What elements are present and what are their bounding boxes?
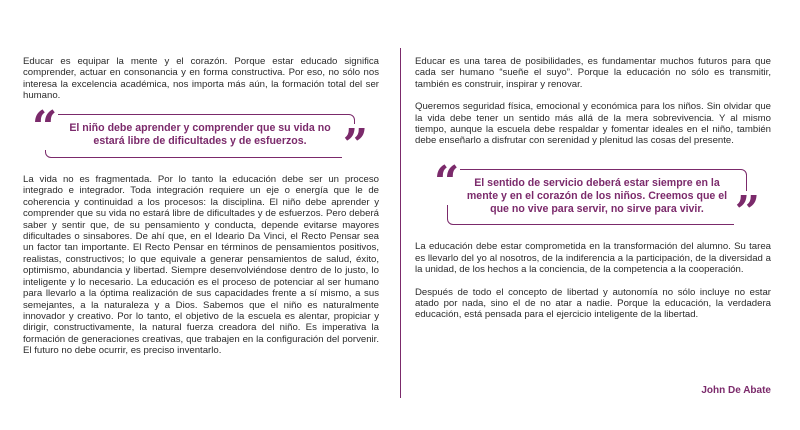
close-quote-icon: ”	[734, 186, 760, 238]
left-quote-text: El niño debe aprender y comprender que su vida no estará libre de dificultades y de esfuerzos.	[69, 121, 331, 147]
column-divider	[400, 48, 401, 398]
open-quote-icon: “	[32, 101, 58, 153]
left-column	[23, 56, 379, 357]
right-quote-text: El sentido de servicio deberá estar siempre en la mente y en el corazón de los niños. Creemos que el que no vive para servir, no sirve para vivir.	[466, 176, 728, 216]
right-paragraph-2: Queremos seguridad física, emocional y económica para los niños. Sin olvidar que la vida debe tener un sentido más allá de la mera sobrevivencia. Y al mismo tiempo, aunque la escuela debe respaldar y fomentar ideales en el niño, también debe enseñarlo a disfrutar con serenidad y plenitud las cosas del presente.	[415, 101, 771, 147]
left-paragraph-2: La vida no es fragmentada. Por lo tanto la educación debe ser un proceso integrado e integrador. Toda integración requiere un eje o energía que le de coherencia y continuidad a los procesos: la disciplina. El niño debe aprender y comprender que su vida no estará libre de dificultades y de esfuerzos. Pero deberá saber y sentir que, de su pensamiento y conducta, depende evitarse mayores dificultades o sinsabores. De ahí que, en el Ideario Da Vinci, el Recto Pensar sea un factor tan importante. El Recto Pensar en términos de pensamientos positivos, realistas, constructivos; lo que equivale a generar pensamientos de salud, éxito, optimismo, abundancia y libertad. Siempre desenvolviéndose dentro de lo justo, lo inteligente y lo necesario. La educación es el proceso de potenciar al ser humano para llevarlo a la óptima realización de sus capacidades frente a sí mismo, a sus semejantes, a la naturaleza y a Dios. Sabemos que el niño es naturalmente innovador y creativo. Por lo tanto, el objetivo de la escuela es alentar, propiciar y dirigir, constructivamente, la natural fuerza creadora del niño. Es imperativa la formación de generaciones creativas, que trabajen en la configuración del porvenir. El futuro no debe ocurrir, es preciso inventarlo.	[23, 174, 379, 357]
right-quote-box	[447, 169, 747, 226]
right-paragraph-1: Educar es una tarea de posibilidades, es fundamentar muchos futuros para que cada ser humano “sueñe el suyo”. Porque la educación no sólo es transmitir, también es construir, inspirar y renovar.	[415, 56, 771, 90]
right-paragraph-4: Después de todo el concepto de libertad y autonomía no sólo incluye no estar atado por nada, sino el de no atar a nadie. Porque la educación, la verdadera educación, está pensada para el ejercicio inteligente de la libertad.	[415, 286, 771, 321]
right-paragraph-3: La educación debe estar comprometida en la transformación del alumno. Su tarea es llevarlo del yo al nosotros, de la indiferencia a la participación, de la diversidad a la unidad, de los hechos a la conciencia, de la competencia a la cooperación.	[415, 241, 771, 276]
left-paragraph-1: Educar es equipar la mente y el corazón. Porque estar educado significa comprender, actuar en consonancia y en forma constructiva. Por eso, no sólo nos interesa la excelencia académica, nos importa más aún, la formación total del ser humano.	[23, 56, 379, 102]
right-pull-quote	[434, 156, 760, 238]
right-column	[415, 56, 771, 396]
left-quote-box	[45, 114, 355, 158]
close-quote-icon: ”	[342, 119, 368, 171]
left-pull-quote	[32, 101, 368, 171]
open-quote-icon: “	[434, 156, 460, 208]
author-signature: John De Abate	[701, 385, 771, 396]
